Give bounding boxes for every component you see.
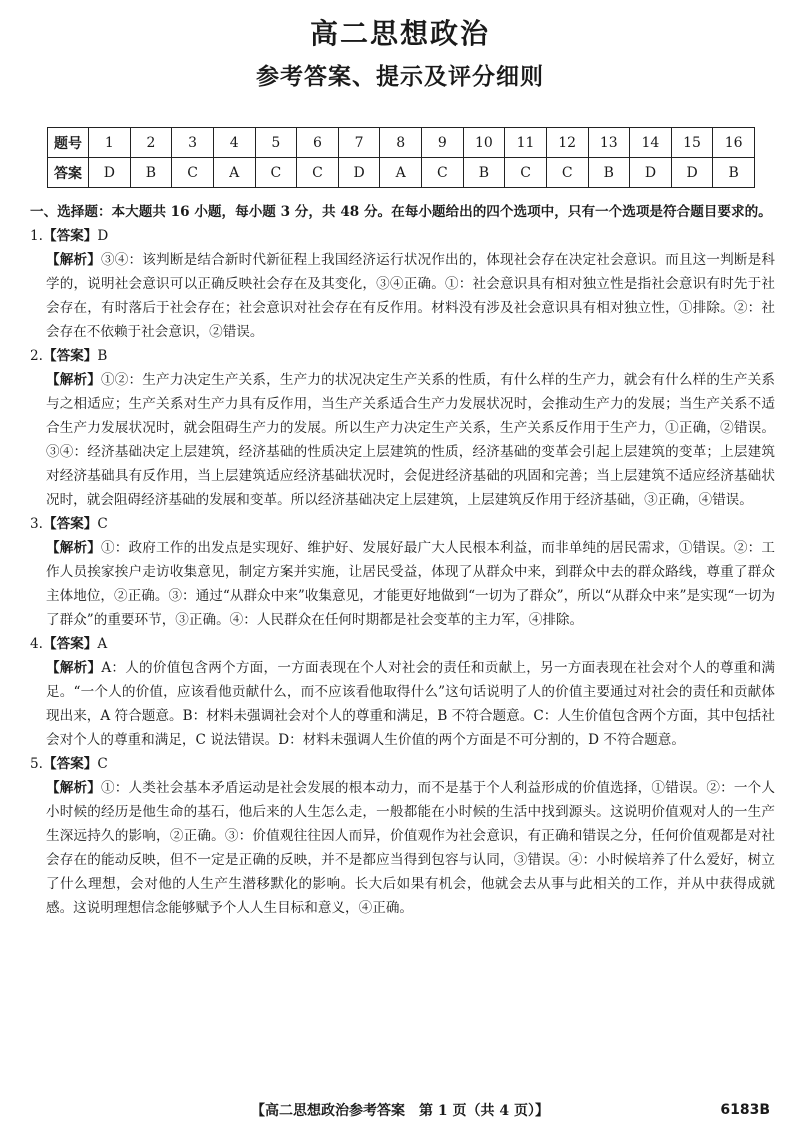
question-number-cell: 3 — [172, 128, 214, 158]
explanation — [30, 536, 775, 632]
explanation — [30, 248, 775, 344]
question-number: 1. — [30, 228, 43, 244]
answer-row — [48, 158, 755, 188]
answer-label: 【答案】 — [42, 756, 98, 772]
question-3 — [30, 512, 775, 632]
explanation-text: ③④：该判断是结合新时代新征程上我国经济运行状况作出的，体现社会存在决定社会意识。而且这一判断是科学的，说明社会意识可以正确反映社会存在及其变化，③④正确。①：社会意识具有相对独立性是指社会意识有时先于社会存在，有时落后于社会存在；社会意识对社会存在有反作用。材料没有涉及社会意识具有相对独立性，①排除。②：社会存在不依赖于社会意识，②错误。 — [46, 252, 775, 340]
answer-cell: D — [338, 158, 380, 188]
document-title: 高二思想政治 — [309, 17, 490, 50]
question-answer-line — [30, 632, 775, 656]
answer-cell: D — [671, 158, 713, 188]
explanation-label: 【解析】 — [46, 660, 102, 676]
question-number-cell: 15 — [671, 128, 713, 158]
question-number: 3. — [30, 516, 43, 532]
answer-value: D — [97, 228, 109, 244]
question-number-cell: 10 — [463, 128, 505, 158]
explanation — [30, 776, 775, 920]
answer-cell: D — [630, 158, 672, 188]
answer-cell: C — [422, 158, 464, 188]
answer-value: B — [97, 348, 108, 364]
question-number: 2. — [30, 348, 43, 364]
explanation-text: A：人的价值包含两个方面，一方面表现在个人对社会的责任和贡献上，另一方面表现在社会对个人的尊重和满足。“一个人的价值，应该看他贡献什么，而不应该看他取得什么”这句话说明了人的价值主要通过对社会的责任和贡献体现出来，A 符合题意。B：材料未强调社会对个人的尊重和满足，B 不符合题意。C：人生价值包含两个方面，其中包括社会对个人的尊重和满足，C 说法错误。D：材料未强调人生价值的两个方面是不可分割的，D 不符合题意。 — [46, 660, 775, 748]
answer-cell: B — [713, 158, 755, 188]
explanation-text: ①：政府工作的出发点是实现好、维护好、发展好最广大人民根本利益，而非单纯的居民需求，①错误。②：工作人员挨家挨户走访收集意见，制定方案并实施，让居民受益，体现了从群众中来，到群众中去的群众路线，尊重了群众主体地位，②正确。③：通过“从群众中来”收集意见，才能更好地做到“一切为了群众”，所以“从群众中来”是实现“一切为了群众”的重要环节，③正确。④：人民群众在任何时期都是社会变革的主力军，④排除。 — [46, 540, 775, 628]
question-number-cell: 4 — [213, 128, 255, 158]
question-5 — [30, 752, 775, 920]
question-answer-line — [30, 512, 775, 536]
document-body — [30, 200, 775, 920]
answer-label: 【答案】 — [42, 636, 98, 652]
page-footer: 【高二思想政治参考答案 第 1 页（共 4 页）】 — [251, 1103, 549, 1119]
answer-label: 【答案】 — [42, 516, 98, 532]
question-number-cell: 2 — [130, 128, 172, 158]
question-answer-line — [30, 224, 775, 248]
answer-cell: C — [546, 158, 588, 188]
explanation-text: ①：人类社会基本矛盾运动是社会发展的根本动力，而不是基于个人利益形成的价值选择，①错误。②：一个人小时候的经历是他生命的基石，他后来的人生怎么走，一般都能在小时候的生活中找到源头。这说明价值观对人的一生产生深远持久的影响，②正确。③：价值观往往因人而异，价值观作为社会意识，有正确和错误之分，任何价值观都是对社会存在的能动反映，但不一定是正确的反映，并不是都应当得到包容与认同，③错误。④：小时候培养了什么爱好，树立了什么理想，会对他的人生产生潜移默化的影响。长大后如果有机会，他就会去从事与此相关的工作，并从中获得成就感。这说明理想信念能够赋予个人人生目标和意义，④正确。 — [46, 780, 775, 916]
row-label-question-number: 题号 — [48, 128, 89, 158]
question-number: 5. — [30, 756, 43, 772]
question-answer-line — [30, 344, 775, 368]
question-4 — [30, 632, 775, 752]
question-number-cell: 14 — [630, 128, 672, 158]
question-number-cell: 16 — [713, 128, 755, 158]
answer-value: C — [97, 516, 108, 532]
answer-label: 【答案】 — [42, 348, 98, 364]
answer-cell: D — [89, 158, 131, 188]
answer-cell: B — [588, 158, 630, 188]
explanation — [30, 656, 775, 752]
answer-cell: A — [380, 158, 422, 188]
answer-cell: B — [130, 158, 172, 188]
answer-cell: C — [297, 158, 339, 188]
explanation-label: 【解析】 — [46, 252, 102, 268]
row-label-answer: 答案 — [48, 158, 89, 188]
question-number-cell: 7 — [338, 128, 380, 158]
answer-cell: A — [213, 158, 255, 188]
answer-cell: B — [463, 158, 505, 188]
answer-cell: C — [505, 158, 547, 188]
answer-label: 【答案】 — [42, 228, 98, 244]
explanation — [30, 368, 775, 512]
answer-value: A — [97, 636, 108, 652]
explanation-text: ①②：生产力决定生产关系，生产力的状况决定生产关系的性质，有什么样的生产力，就会有什么样的生产关系与之相适应；生产关系对生产力具有反作用，当生产关系适合生产力发展状况时，会推动生产力的发展；当生产关系不适合生产力发展状况时，就会阻碍生产力的发展。所以生产力决定生产关系，生产关系反作用于生产力，①正确，②错误。③④：经济基础决定上层建筑，经济基础的性质决定上层建筑的性质，经济基础的变革会引起上层建筑的变革；上层建筑对经济基础具有反作用，当上层建筑适应经济基础状况时，会促进经济基础的巩固和完善；当上层建筑不适应经济基础状况时，就会阻碍经济基础的发展和变革。所以经济基础决定上层建筑，上层建筑反作用于经济基础，③正确，④错误。 — [46, 372, 775, 508]
answer-cell: C — [172, 158, 214, 188]
document-subtitle: 参考答案、提示及评分细则 — [256, 63, 544, 90]
question-number-cell: 5 — [255, 128, 297, 158]
question-number-cell: 12 — [546, 128, 588, 158]
explanation-label: 【解析】 — [46, 372, 102, 388]
document-code: 6183B — [720, 1102, 770, 1118]
question-number-cell: 9 — [422, 128, 464, 158]
answer-cell: C — [255, 158, 297, 188]
question-number-cell: 13 — [588, 128, 630, 158]
answer-value: C — [97, 756, 108, 772]
question-number-cell: 11 — [505, 128, 547, 158]
question-number-row — [48, 128, 755, 158]
explanation-label: 【解析】 — [46, 780, 102, 796]
section-heading: 一、选择题：本大题共 16 小题，每小题 3 分，共 48 分。在每小题给出的四个选项中，只有一个选项是符合题目要求的。 — [30, 204, 772, 220]
question-number-cell: 6 — [297, 128, 339, 158]
answer-table — [47, 127, 755, 188]
question-number: 4. — [30, 636, 43, 652]
question-1 — [30, 224, 775, 344]
explanation-label: 【解析】 — [46, 540, 102, 556]
question-answer-line — [30, 752, 775, 776]
question-number-cell: 1 — [89, 128, 131, 158]
question-number-cell: 8 — [380, 128, 422, 158]
question-2 — [30, 344, 775, 512]
